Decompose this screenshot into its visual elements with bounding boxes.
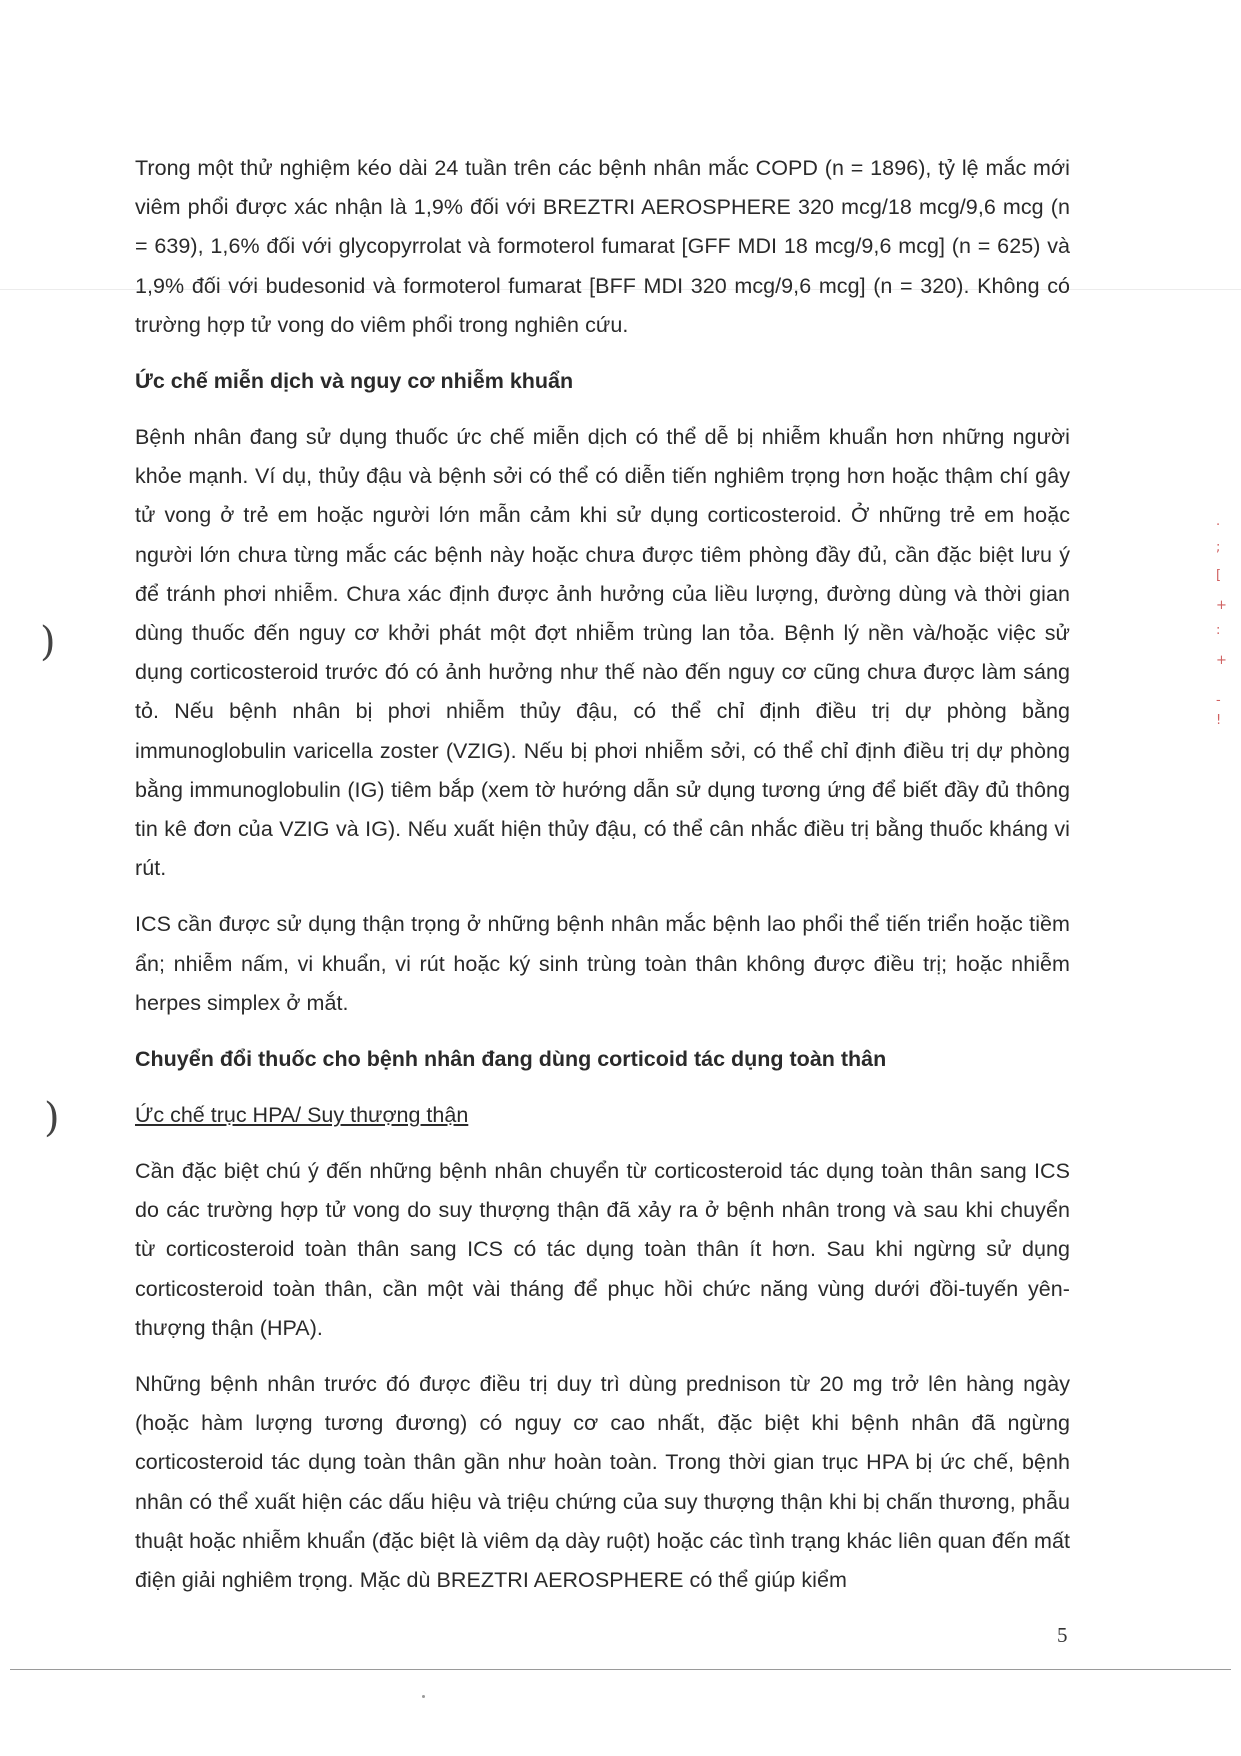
punch-hole-mark: ) (44, 1095, 60, 1141)
paragraph-prednisone-risk: Những bệnh nhân trước đó được điều trị duy trì dùng prednison từ 20 mg trở lên hàng ngày (hoặc hàm lượng tương đương) có nguy cơ cao nhất, đặc biệt khi bệnh nhân đã ngừng corticosteroid tác dụng toàn thân gần như hoàn toàn. Trong thời gian trục HPA bị ức chế, bệnh nhân có thể xuất hiện các dấu hiệu và triệu chứng của suy thượng thận khi bị chấn thương, phẫu thuật hoặc nhiễm khuẩn (đặc biệt là viêm dạ dày ruột) hoặc các tình trạng khác liên quan đến mất điện giải nghiêm trọng. Mặc dù BREZTRI AEROSPHERE có thể giúp kiểm (135, 1372, 1070, 1593)
punch-hole-mark: ) (40, 619, 56, 665)
heading-immunosuppression: Ức chế miễn dịch và nguy cơ nhiễm khuẩn (135, 369, 574, 394)
margin-scan-marks: · ; [ + : + - ! (1216, 518, 1227, 728)
scan-dot (422, 1695, 425, 1698)
paragraph-immunosuppression: Bệnh nhân đang sử dụng thuốc ức chế miễn dịch có thể dễ bị nhiễm khuẩn hơn những người khỏe mạnh. Ví dụ, thủy đậu và bệnh sởi có thể có diễn tiến nghiêm trọng hơn hoặc thậm chí gây tử vong ở trẻ em hoặc người lớn mẫn cảm khi sử dụng corticosteroid. Ở những trẻ em hoặc người lớn chưa từng mắc các bệnh này hoặc chưa được tiêm phòng đầy đủ, cần đặc biệt lưu ý để tránh phơi nhiễm. Chưa xác định được ảnh hưởng của liều lượng, đường dùng và thời gian dùng thuốc đến nguy cơ khởi phát một đợt nhiễm trùng lan tỏa. Bệnh lý nền và/hoặc việc sử dụng corticosteroid trước đó có ảnh hưởng như thế nào đến nguy cơ cũng chưa được làm sáng tỏ. Nếu bệnh nhân bị phơi nhiễm thủy đậu, có thể chỉ định điều trị dự phòng bằng immunoglobulin varicella zoster (VZIG). Nếu bị phơi nhiễm sởi, có thể chỉ định điều trị dự phòng bằng immunoglobulin (IG) tiêm bắp (xem tờ hướng dẫn sử dụng tương ứng để biết đầy đủ thông tin kê đơn của VZIG và IG). Nếu xuất hiện thủy đậu, có thể cân nhắc điều trị bằng thuốc kháng vi rút. (135, 425, 1070, 881)
page-number: 5 (1057, 1623, 1068, 1647)
page-content (135, 149, 1070, 1617)
paragraph-hpa-transfer: Cần đặc biệt chú ý đến những bệnh nhân chuyển từ corticosteroid tác dụng toàn thân sang ICS do các trường hợp tử vong do suy thượng thận đã xảy ra ở bệnh nhân trong và sau khi chuyển từ corticosteroid toàn thân sang ICS có tác dụng toàn thân ít hơn. Sau khi ngừng sử dụng corticosteroid toàn thân, cần một vài tháng để phục hồi chức năng vùng dưới đồi-tuyến yên-thượng thận (HPA). (135, 1159, 1070, 1340)
paragraph-pneumonia-incidence: Trong một thử nghiệm kéo dài 24 tuần trên các bệnh nhân mắc COPD (n = 1896), tỷ lệ mắc mới viêm phổi được xác nhận là 1,9% đối với BREZTRI AEROSPHERE 320 mcg/18 mcg/9,6 mcg (n = 639), 1,6% đối với glycopyrrolat và formoterol fumarat [GFF MDI 18 mcg/9,6 mcg] (n = 625) và 1,9% đối với budesonid và formoterol fumarat [BFF MDI 320 mcg/9,6 mcg] (n = 320). Không có trường hợp tử vong do viêm phổi trong nghiên cứu. (135, 156, 1070, 337)
paragraph-ics-caution: ICS cần được sử dụng thận trọng ở những bệnh nhân mắc bệnh lao phổi thể tiến triển hoặc tiềm ẩn; nhiễm nấm, vi khuẩn, vi rút hoặc ký sinh trùng toàn thân không được điều trị; hoặc nhiễm herpes simplex ở mắt. (135, 912, 1070, 1015)
subheading-hpa-suppression: Ức chế trục HPA/ Suy thượng thận (135, 1103, 469, 1128)
heading-systemic-corticoid-transfer: Chuyển đổi thuốc cho bệnh nhân đang dùng corticoid tác dụng toàn thân (135, 1047, 887, 1072)
footer-rule (10, 1669, 1231, 1670)
